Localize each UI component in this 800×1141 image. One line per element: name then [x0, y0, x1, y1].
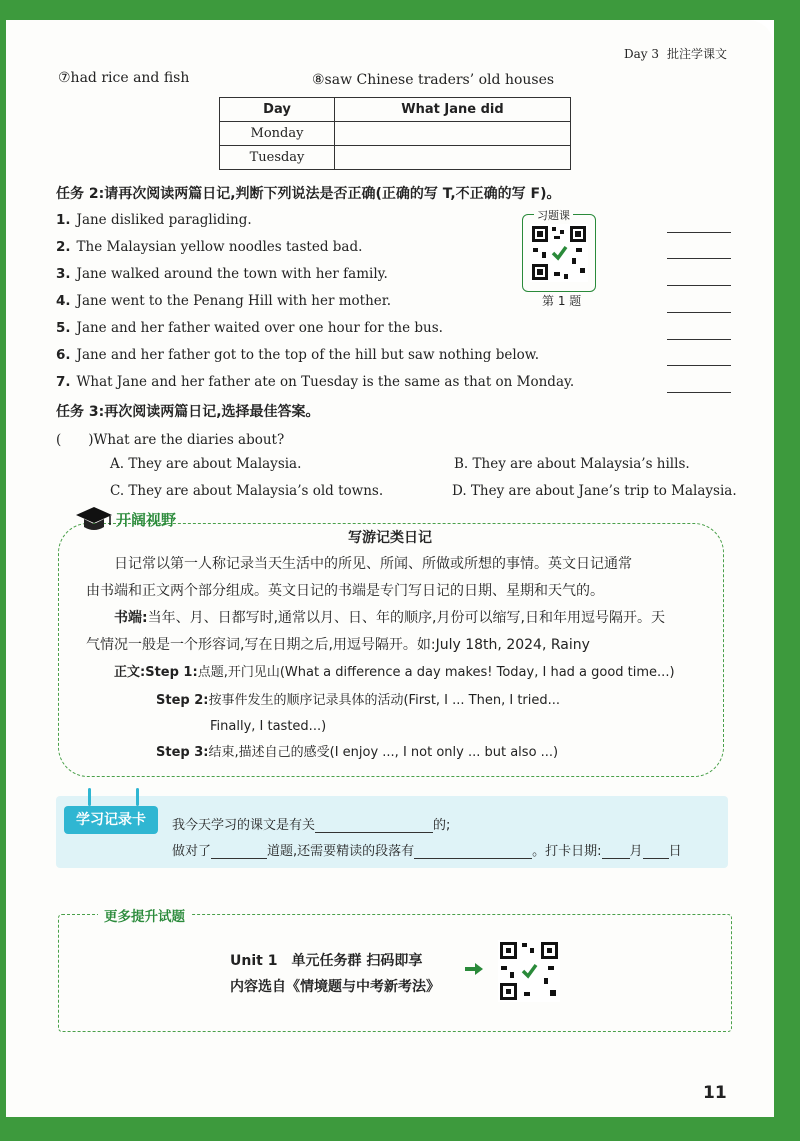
- option-a[interactable]: A. They are about Malaysia.: [110, 456, 302, 472]
- topic-blank[interactable]: [315, 819, 433, 833]
- answer-blank-7[interactable]: [667, 392, 731, 393]
- study-line2-b: 道题,还需要精读的段落有: [267, 844, 415, 859]
- answer-blank-6[interactable]: [667, 365, 731, 366]
- statement-text: Jane disliked paragliding.: [76, 212, 252, 228]
- table-row: [220, 122, 571, 146]
- statement-item: [56, 239, 362, 255]
- study-line2-c: 。打卡日期:: [532, 844, 602, 859]
- page-number: 11: [703, 1083, 727, 1103]
- expand-heading: 写游记类日记: [348, 530, 432, 546]
- unit-promo-line1: Unit 1 单元任务群 扫码即享: [230, 953, 423, 969]
- option-c[interactable]: C. They are about Malaysia’s old towns.: [110, 483, 384, 499]
- month-blank[interactable]: [602, 845, 630, 859]
- answer-blank-2[interactable]: [667, 258, 731, 259]
- table-header-day: Day: [220, 98, 335, 122]
- study-line2-month: 月: [629, 844, 643, 859]
- step2-text: 按事件发生的顺序记录具体的活动(First, I ... Then, I tried...: [208, 693, 561, 708]
- answer-blank-5[interactable]: [667, 339, 731, 340]
- option-d[interactable]: D. They are about Jane’s trip to Malaysia.: [452, 483, 737, 499]
- study-line1-suffix: 的;: [433, 818, 451, 833]
- paragraph-line: [114, 605, 665, 632]
- study-line2-day: 日: [668, 844, 682, 859]
- qr-code-icon[interactable]: [498, 940, 560, 1002]
- answer-blank-4[interactable]: [667, 312, 731, 313]
- statement-text: Jane and her father waited over one hour for the bus.: [76, 320, 443, 336]
- qr-caption: 第 1 题: [542, 294, 582, 308]
- statement-text: Jane and her father got to the top of the hill but saw nothing below.: [76, 347, 540, 363]
- statement-item: [56, 212, 252, 228]
- table-cell-answer[interactable]: [335, 122, 571, 146]
- study-line1-prefix: 我今天学习的课文是有关: [172, 818, 316, 833]
- statement-number: 4.: [56, 293, 71, 309]
- more-exercises-title: 更多提升试题: [98, 905, 191, 925]
- statement-text: Jane walked around the town with her family.: [76, 266, 388, 282]
- statement-text: Jane went to the Penang Hill with her mother.: [76, 293, 392, 309]
- body-label: 正文:: [114, 665, 146, 680]
- step3-label: Step 3:: [156, 745, 209, 760]
- step-line: [114, 659, 675, 686]
- option-8: ⑧saw Chinese traders’ old houses: [312, 72, 555, 88]
- study-line-2: [172, 840, 682, 859]
- statement-item: [56, 266, 388, 282]
- paragraph-line: 由书端和正文两个部分组成。英文日记的书端是专门写日记的日期、星期和天气的。: [86, 583, 604, 599]
- task3-title: 任务 3:再次阅读两篇日记,选择最佳答案。: [56, 404, 320, 420]
- step1-text: 点题,开门见山(What a difference a day makes! Today, I had a good time...): [197, 665, 675, 680]
- table-header-row: [220, 98, 571, 122]
- page-frame-right: [774, 0, 800, 1141]
- table-cell-day: Monday: [220, 122, 335, 146]
- step1-label: Step 1:: [145, 665, 198, 680]
- statement-number: 3.: [56, 266, 71, 282]
- step-line: [156, 687, 560, 714]
- statement-item: [56, 293, 391, 309]
- statement-item: [56, 347, 539, 363]
- paragraph-line: 日记常以第一人称记录当天生活中的所见、所闻、所做或所想的事情。英文日记通常: [114, 556, 632, 572]
- more-exercises-box: [58, 914, 732, 1032]
- page-header: [624, 45, 727, 62]
- statement-item: [56, 374, 574, 390]
- graduation-cap-icon: [74, 505, 114, 533]
- arrow-right-icon: [464, 962, 484, 976]
- step-line: [156, 739, 558, 766]
- option-7: ⑦had rice and fish: [58, 70, 190, 86]
- qr-code-icon[interactable]: [530, 224, 588, 282]
- option-b[interactable]: B. They are about Malaysia’s hills.: [454, 456, 690, 472]
- table-row: [220, 146, 571, 170]
- answer-blank-3[interactable]: [667, 285, 731, 286]
- paragraph-line: 气情况一般是一个形容词,写在日期之后,用逗号隔开。如:July 18th, 2024, Rainy: [86, 637, 590, 653]
- study-line2-a: 做对了: [172, 844, 212, 859]
- day-blank[interactable]: [643, 845, 669, 859]
- header-title: 批注学课文: [667, 47, 728, 61]
- expand-horizons-title: 开阔视野: [116, 511, 177, 529]
- statement-text: The Malaysian yellow noodles tasted bad.: [76, 239, 363, 255]
- qr-label: 习题课: [534, 207, 573, 223]
- answer-blank-1[interactable]: [667, 232, 731, 233]
- statement-item: [56, 320, 443, 336]
- day-activity-table: [219, 97, 571, 170]
- task2-title: 任务 2:请再次阅读两篇日记,判断下列说法是否正确(正确的写 T,不正确的写 F)。: [56, 186, 561, 202]
- paragraphs-blank[interactable]: [414, 845, 532, 859]
- task3-question: ( )What are the diaries about?: [56, 432, 285, 448]
- table-header-what: What Jane did: [335, 98, 571, 122]
- correct-count-blank[interactable]: [211, 845, 267, 859]
- table-cell-day: Tuesday: [220, 146, 335, 170]
- step2-label: Step 2:: [156, 693, 209, 708]
- statement-number: 5.: [56, 320, 71, 336]
- unit-promo-line2: 内容选自《情境题与中考新考法》: [230, 979, 440, 995]
- statement-number: 2.: [56, 239, 71, 255]
- table-cell-answer[interactable]: [335, 146, 571, 170]
- statement-text: What Jane and her father ate on Tuesday is the same as that on Monday.: [76, 374, 575, 390]
- step3-text: 结束,描述自己的感受(I enjoy ..., I not only ... but also ...): [208, 745, 559, 760]
- statement-number: 1.: [56, 212, 71, 228]
- header-day: Day 3: [624, 47, 660, 61]
- study-card-tag: 学习记录卡: [64, 806, 158, 834]
- study-line-1: [172, 814, 450, 833]
- statement-number: 6.: [56, 347, 71, 363]
- header-part-label: 书端:: [114, 610, 148, 626]
- page-frame-top: [0, 0, 800, 20]
- binder-rings-icon: [84, 786, 144, 808]
- statement-number: 7.: [56, 374, 71, 390]
- page-frame-bottom: [0, 1117, 800, 1141]
- header-part-text: 当年、月、日都写时,通常以月、日、年的顺序,月份可以缩写,日和年用逗号隔开。天: [147, 610, 665, 626]
- step-line: Finally, I tasted...): [210, 719, 327, 734]
